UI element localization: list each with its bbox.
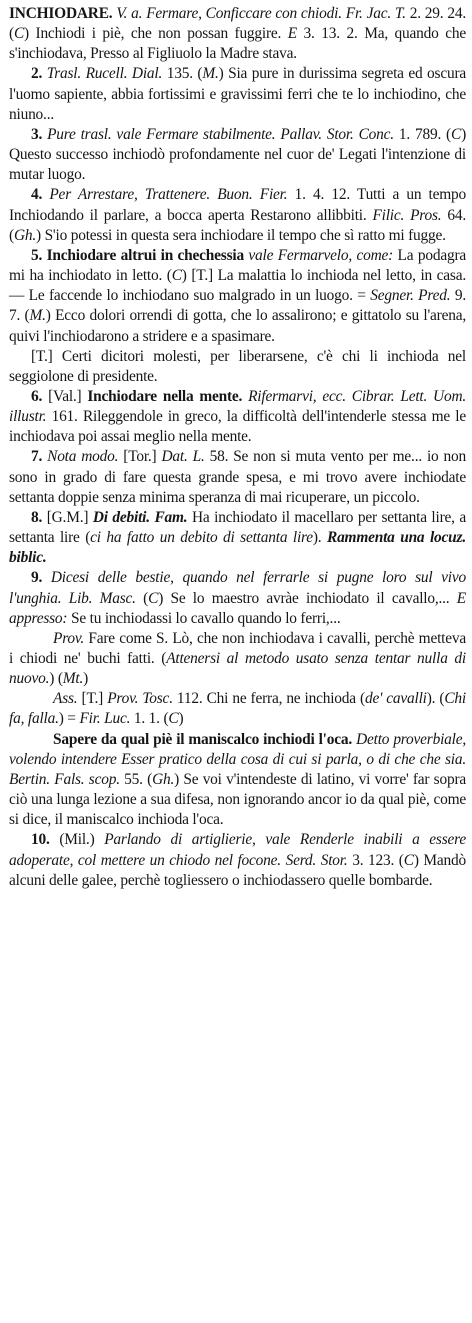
text-run: Filic. Pros. [372, 206, 442, 224]
text-run: 1. 4. 12. Tutti a un tempo Inchiodando il parlare, a bocca aperta Restarono allibbiti. [9, 186, 467, 224]
text-run: ) ( [49, 670, 63, 688]
paragraph-sense-9-sapere [9, 730, 466, 831]
text-run: Gh. [152, 770, 175, 788]
text-run: M. [202, 65, 219, 83]
text-run: [Tor.] [118, 448, 162, 466]
text-run: Se tu inchiodassi lo cavallo quando lo ferri,... [67, 609, 341, 627]
text-run: Chi fa, falla. [9, 690, 466, 728]
text-run: Detto proverbiale, volendo intendere Esser pratico della cosa di cui si parla, o di che che sia. Bertin. Fals. scop. [9, 730, 466, 788]
text-run: ) Questo successo inchiodò profondamente nel cuor de' Legati l'intenzione di mutar luogo. [9, 125, 466, 184]
text-run: de' cavalli [364, 690, 427, 708]
text-run: ) Se lo maestro avràe inchiodato il cavallo,... [158, 589, 457, 607]
text-run: INCHIODARE. [9, 5, 117, 22]
text-run: Mt. [62, 670, 84, 688]
text-run: Attenersi al metodo usato senza tentar nulla di nuovo. [9, 650, 466, 688]
text-run: 6. [31, 387, 49, 405]
text-run: ( [135, 589, 149, 607]
text-run: 58. Se non si muta vento per me... io non sono in grado di fare questa grande spesa, e mi trovo avere inchiodate settanta doppie senza minima speranza di mai ricuperare, un piccolo. [9, 448, 467, 506]
paragraph-sense-9-ass [9, 689, 466, 729]
text-run: C [168, 710, 179, 728]
paragraph-sense-10 [9, 830, 466, 890]
text-run: C [148, 589, 159, 607]
text-run: Prov. [53, 629, 85, 647]
text-run: 135. ( [162, 65, 203, 83]
text-run: Dat. L. [161, 448, 205, 466]
text-run: Ass. [53, 690, 82, 708]
paragraph-sense-3 [9, 125, 466, 185]
text-run: ) Sia pure in durissima segreta ed oscura l'uomo sapiente, abbia fortissimi e gravissimi ferri che te lo inchiodino, che niuno... [9, 65, 467, 123]
text-run: 4. [31, 186, 50, 204]
text-run: E appresso: [9, 589, 466, 627]
text-run: V. a. Fermare, Conficcare con chiodi. Fr. Jac. T. [116, 5, 406, 22]
paragraph-sense-2 [9, 64, 466, 124]
text-run: 55. ( [119, 770, 153, 788]
text-run: Sapere da qual piè il maniscalco inchiodi l'oca. [53, 730, 357, 748]
text-run: 2. [31, 65, 47, 83]
text-run: C [403, 851, 414, 869]
text-run: Di debiti. Fam. [92, 508, 188, 526]
paragraph-intro [9, 4, 466, 64]
text-run: 161. Rileggendole in greco, la difficoltà dell'intenderle stessa me le inchiodava poi assai meglio nella mente. [9, 408, 466, 446]
text-run: (Mil.) [59, 831, 105, 849]
text-run: Nota modo. [47, 448, 119, 466]
text-run: La podagra mi ha inchiodato in letto. ( [9, 246, 467, 285]
text-run: ) [83, 670, 89, 688]
text-run: Rifermarvi, ecc. Cibrar. Lett. Uom. illustr. [9, 387, 467, 426]
text-run: Per Arrestare, Trattenere. Buon. Fier. [49, 186, 288, 204]
text-run: [Val.] [48, 387, 88, 405]
paragraph-sense-9-prov [9, 629, 466, 689]
text-run: [T.] Certi dicitori molesti, per liberarsene, c'è chi li inchioda nel seggiolone di presidente. [9, 347, 466, 385]
text-run: 1. 789. ( [393, 125, 451, 143]
text-run: ) [T.] La malattia lo inchioda nel letto, in casa. — Le faccende lo inchiodano suo malgrado in un luogo. = [9, 267, 466, 305]
text-run: 112. Chi ne ferra, ne inchioda ( [172, 690, 365, 708]
text-run: ). [312, 529, 327, 547]
text-run: Fare come S. Lò, che non inchiodava i cavalli, perchè metteva i chiodi ne' buchi fatti. ( [9, 629, 466, 667]
text-run: M. [29, 307, 46, 325]
text-run: ) Se voi v'intendeste di latino, vi vorre' far sopra ciò una lunga lezione a sua difesa, non ignorando ancor io da qual piè, come si dice, il maniscalco inchioda l'oca. [9, 770, 467, 829]
text-run: ) [178, 710, 184, 728]
text-run: Rammenta una locuz. biblic. [9, 529, 466, 567]
text-run: 2. 29. 24. ( [9, 5, 466, 43]
text-run: ) Ecco dolori orrendi di gotta, che lo assalirono; e gittatolo su l'arena, quivi l'inchiodarono a stridere e a spasimare. [9, 307, 466, 345]
text-run: 1. 1. ( [130, 710, 169, 728]
text-run: Gh. [13, 226, 36, 244]
text-run: 9. 7. ( [9, 287, 466, 325]
text-run: 10. [31, 831, 60, 849]
text-run: 5. Inchiodare altrui in chechessia [31, 246, 249, 264]
text-run: 3. [31, 125, 48, 143]
text-run: [T.] [81, 690, 108, 708]
text-run: Inchiodare nella mente. [87, 387, 249, 405]
text-run: Dicesi delle bestie, quando nel ferrarle si pugne loro sul vivo l'unghia. Lib. Masc. [9, 569, 467, 607]
text-run: vale Fermarvelo, come: [248, 246, 394, 264]
text-run: ) = [58, 710, 80, 728]
text-run: ) Mandò alcuni delle galee, perchè togliessero o inchiodassero quelle bombarde. [9, 851, 466, 889]
text-run: C [171, 267, 182, 285]
paragraph-sense-4 [9, 185, 466, 245]
dictionary-entry-inchiodare [9, 4, 466, 891]
text-run: Trasl. Rucell. Dial. [46, 65, 163, 83]
text-run: Ha inchiodato il macellaro per settanta lire, a settanta lire ( [9, 508, 466, 547]
text-run: ) S'io potessi in questa sera inchiodare il tempo che sì ratto mi fugge. [36, 226, 446, 244]
text-run: 64. ( [9, 206, 466, 244]
text-run: 7. [31, 448, 48, 466]
text-run: E [287, 25, 297, 43]
text-run: Parlando di artiglierie, vale Renderle inabili a essere adoperate, col mettere un chiodo nel focone. Serd. Stor. [9, 831, 466, 869]
text-run: 3. 123. ( [347, 851, 404, 869]
text-run: C [450, 125, 462, 143]
text-run: Fir. Luc. [79, 710, 131, 728]
paragraph-sense-8 [9, 508, 466, 568]
text-run: ) Inchiodi i piè, che non possan fuggire. [24, 25, 288, 43]
text-run: 8. [31, 508, 47, 526]
paragraph-sense-5-tom [9, 347, 466, 387]
text-run: Segner. Pred. [370, 287, 451, 305]
text-run: ci ha fatto un debito di settanta lire [90, 529, 313, 547]
text-run: 3. 13. 2. Ma, quando che s'inchiodava, Presso al Figliuolo la Madre stava. [9, 25, 466, 63]
paragraph-sense-7 [9, 447, 466, 507]
paragraph-sense-6 [9, 387, 466, 447]
text-run: Pure trasl. vale Fermare stabilmente. Pallav. Stor. Conc. [47, 125, 394, 143]
text-run: C [13, 25, 25, 43]
text-run: ). ( [426, 690, 445, 708]
paragraph-sense-5 [9, 246, 466, 347]
paragraph-sense-9 [9, 568, 466, 628]
text-run: Prov. Tosc. [107, 690, 173, 708]
text-run: [G.M.] [46, 508, 93, 526]
text-run: 9. [31, 569, 51, 587]
